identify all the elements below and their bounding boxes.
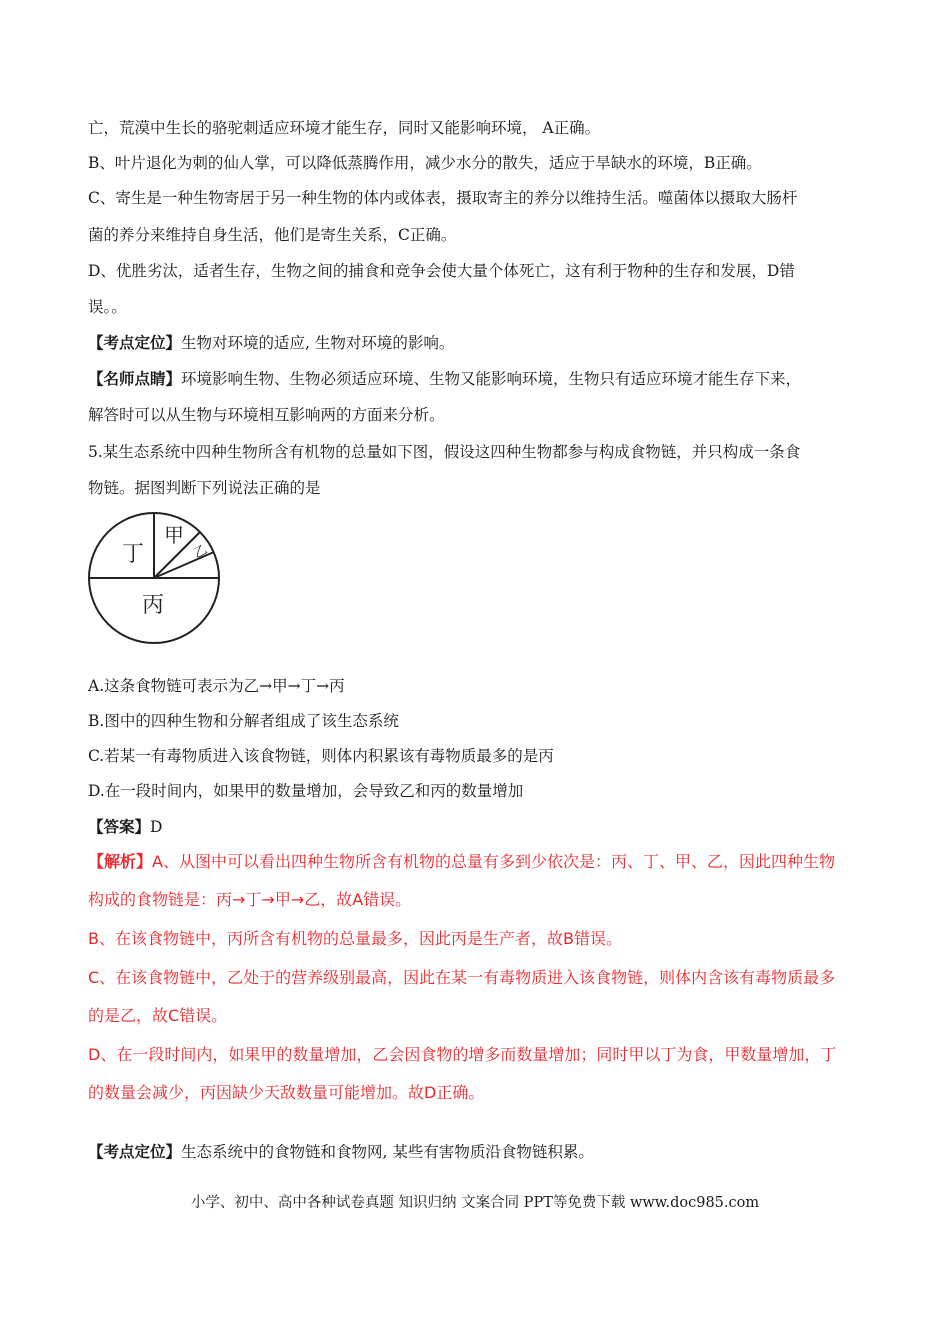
paragraph-c-line1: C、寄生是一种生物寄居于另一种生物的体内或体表，摄取寄主的养分以维持生活。噬菌体以摄取大肠杆 <box>88 189 798 207</box>
kaodian-1-text: 生物对环境的适应, 生物对环境的影响。 <box>181 334 455 352</box>
mingshi-text-a: 环境影响生物、生物必须适应环境、生物又能影响环境，生物只有适应环境才能生存下来， <box>181 370 802 388</box>
mingshi-line2: 解答时可以从生物与环境相互影响两的方面来分析。 <box>88 406 445 424</box>
pie-label-jia: 甲 <box>164 523 184 547</box>
paragraph-c-line2: 菌的养分来维持自身生活，他们是寄生关系，C正确。 <box>88 226 457 244</box>
kaodian-2 <box>88 1142 594 1162</box>
option-a: A.这条食物链可表示为乙→甲→丁→丙 <box>88 677 345 695</box>
mingshi-tag: 【名师点睛】 <box>88 369 182 388</box>
option-c: C.若某一有毒物质进入该食物链，则体内积累该有毒物质最多的是丙 <box>88 747 554 765</box>
pie-figure <box>88 508 228 648</box>
analysis-tag: 【解析】 <box>88 852 153 871</box>
paragraph-d-line1: D、优胜劣汰，适者生存，生物之间的捕食和竞争会使大量个体死亡，这有利于物种的生存和发展，D错 <box>88 262 795 280</box>
question-stem-line1: 5.某生态系统中四种生物所含有机物的总量如下图，假设这四种生物都参与构成食物链，并只构成一条食 <box>88 443 801 461</box>
answer-tag: 【答案】 <box>88 817 151 836</box>
pie-label-ding: 丁 <box>122 542 145 567</box>
analysis-line1 <box>88 852 835 872</box>
option-b: B.图中的四种生物和分解者组成了该生态系统 <box>88 712 399 730</box>
paragraph-b: B、叶片退化为刺的仙人掌，可以降低蒸腾作用，减少水分的散失，适应于旱缺水的环境，B正确。 <box>88 154 762 172</box>
option-d: D.在一段时间内，如果甲的数量增加，会导致乙和丙的数量增加 <box>88 782 524 800</box>
paragraph-a: 亡，荒漠中生长的骆驼刺适应环境才能生存，同时又能影响环境， A正确。 <box>88 119 601 137</box>
pie-label-bing: 丙 <box>142 593 165 618</box>
answer-value: D <box>150 818 163 836</box>
kaodian-1-tag: 【考点定位】 <box>88 333 182 352</box>
kaodian-2-tag: 【考点定位】 <box>88 1142 182 1161</box>
analysis-text-1: A、从图中可以看出四种生物所含有机物的总量有多到少依次是：丙、丁、甲、乙，因此四种生物 <box>152 852 835 871</box>
analysis-line6: D、在一段时间内，如果甲的数量增加，乙会因食物的增多而数量增加；同时甲以丁为食，甲数量增加，丁 <box>88 1045 837 1064</box>
analysis-line4: C、在该食物链中，乙处于的营养级别最高，因此在某一有毒物质进入该食物链，则体内含该有毒物质最多 <box>88 968 836 987</box>
pie-label-yi: 乙 <box>191 542 211 562</box>
paragraph-d-line2: 误。。 <box>88 298 127 316</box>
kaodian-1 <box>88 333 454 353</box>
analysis-line7: 的数量会减少，丙因缺少天敌数量可能增加。故D正确。 <box>88 1083 485 1102</box>
mingshi-line1 <box>88 369 801 389</box>
question-stem-line2: 物链。据图判断下列说法正确的是 <box>88 479 321 497</box>
kaodian-2-text: 生态系统中的食物链和食物网, 某些有害物质沿食物链积累。 <box>181 1143 594 1161</box>
analysis-line3: B、在该食物链中，丙所含有机物的总量最多，因此丙是生产者，故B错误。 <box>88 929 622 948</box>
analysis-line2: 构成的食物链是：丙→丁→甲→乙，故A错误。 <box>88 890 412 909</box>
page-footer: 小学、初中、高中各种试卷真题 知识归纳 文案合同 PPT等免费下载 www.doc985.com <box>190 1195 760 1211</box>
answer <box>88 817 162 837</box>
analysis-line5: 的是乙，故C错误。 <box>88 1006 228 1025</box>
